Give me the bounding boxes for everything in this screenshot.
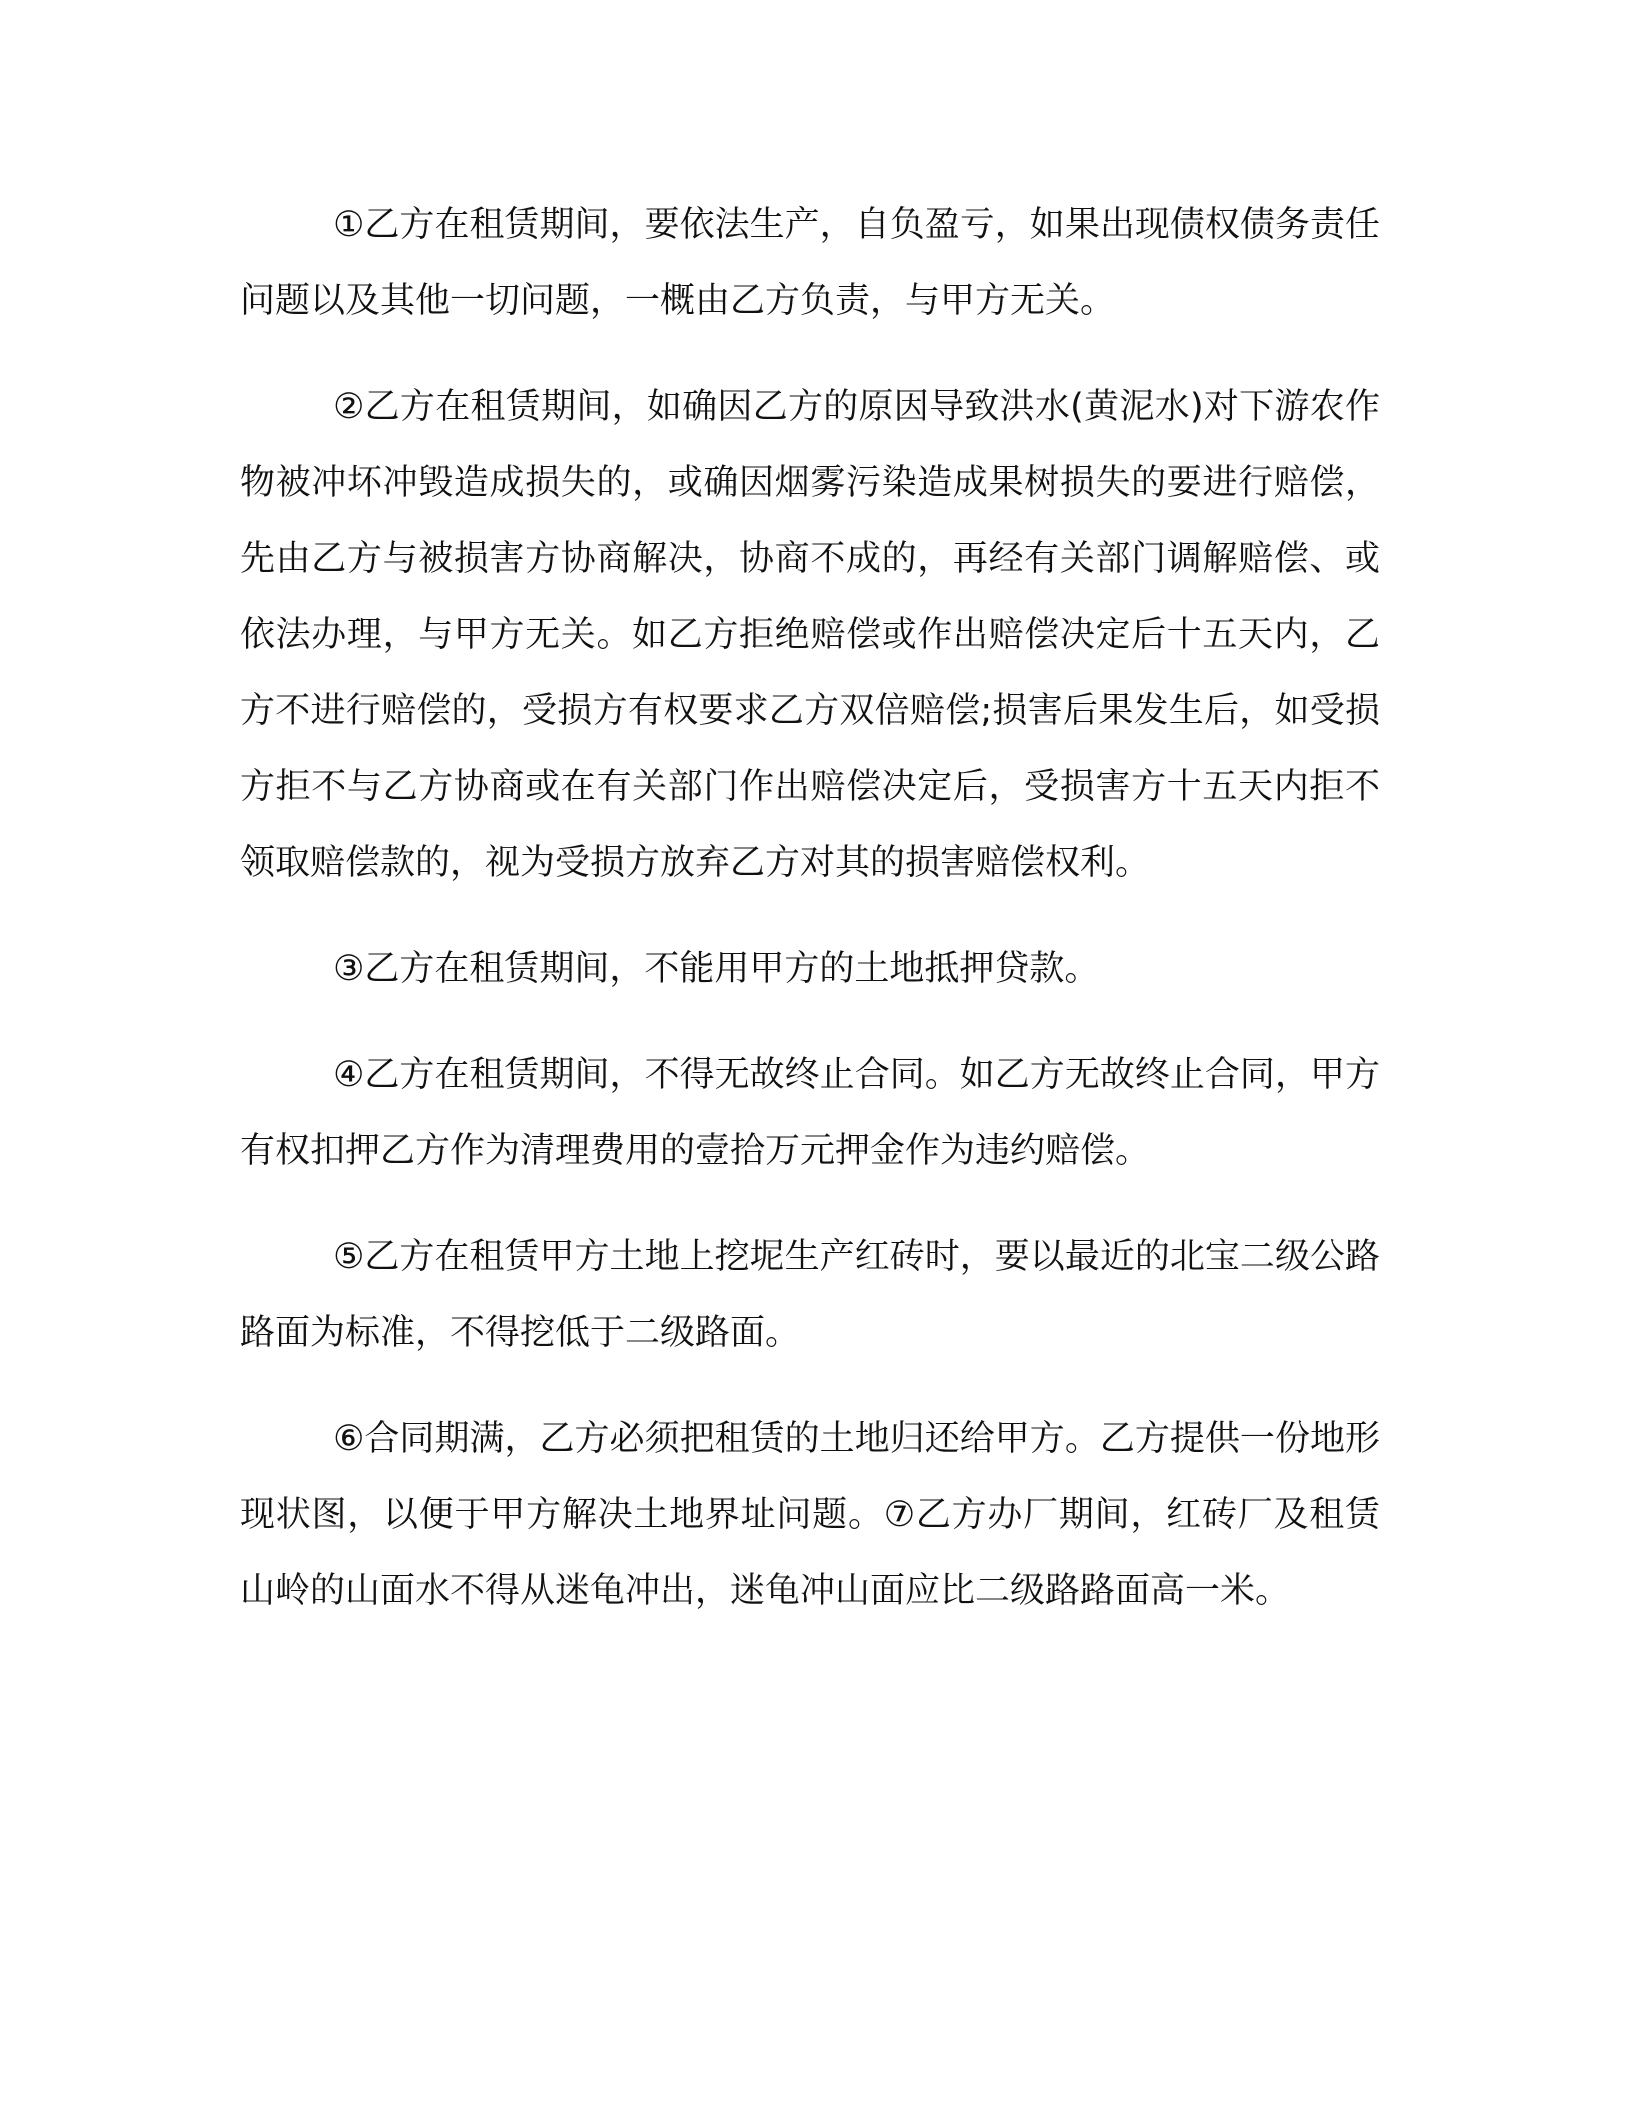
- clause-3-paragraph: ③乙方在租赁期间，不能用甲方的土地抵押贷款。: [333, 949, 1100, 989]
- clause-1-paragraph: ①乙方在租赁期间，要依法生产，自负盈亏，如果出现债权债务责任问题以及其他一切问题，一概由乙方负责，与甲方无关。: [240, 205, 1380, 321]
- clause-2-paragraph: ②乙方在租赁期间，如确因乙方的原因导致洪水(黄泥水)对下游农作物被冲坏冲毁造成损失的，或确因烟雾污染造成果树损失的要进行赔偿，先由乙方与被损害方协商解决，协商不成的，再经有关部门调解赔偿、或依法办理，与甲方无关。如乙方拒绝赔偿或作出赔偿决定后十五天内，乙方不进行赔偿的，受损方有权要求乙方双倍赔偿;损害后果发生后，如受损方拒不与乙方协商或在有关部门作出赔偿决定后，受损害方十五天内拒不领取赔偿款的，视为受损方放弃乙方对其的损害赔偿权利。: [240, 387, 1380, 883]
- document-body: [240, 187, 1380, 1659]
- clause-5-paragraph: ⑤乙方在租赁甲方土地上挖坭生产红砖时，要以最近的北宝二级公路路面为标准，不得挖低于二级路面。: [240, 1237, 1380, 1353]
- clause-4-paragraph: ④乙方在租赁期间，不得无故终止合同。如乙方无故终止合同，甲方有权扣押乙方作为清理费用的壹拾万元押金作为违约赔偿。: [240, 1055, 1380, 1171]
- clause-6-7-paragraph: ⑥合同期满，乙方必须把租赁的土地归还给甲方。乙方提供一份地形现状图，以便于甲方解决土地界址问题。⑦乙方办厂期间，红砖厂及租赁山岭的山面水不得从迷龟冲出，迷龟冲山面应比二级路路面高一米。: [240, 1419, 1380, 1611]
